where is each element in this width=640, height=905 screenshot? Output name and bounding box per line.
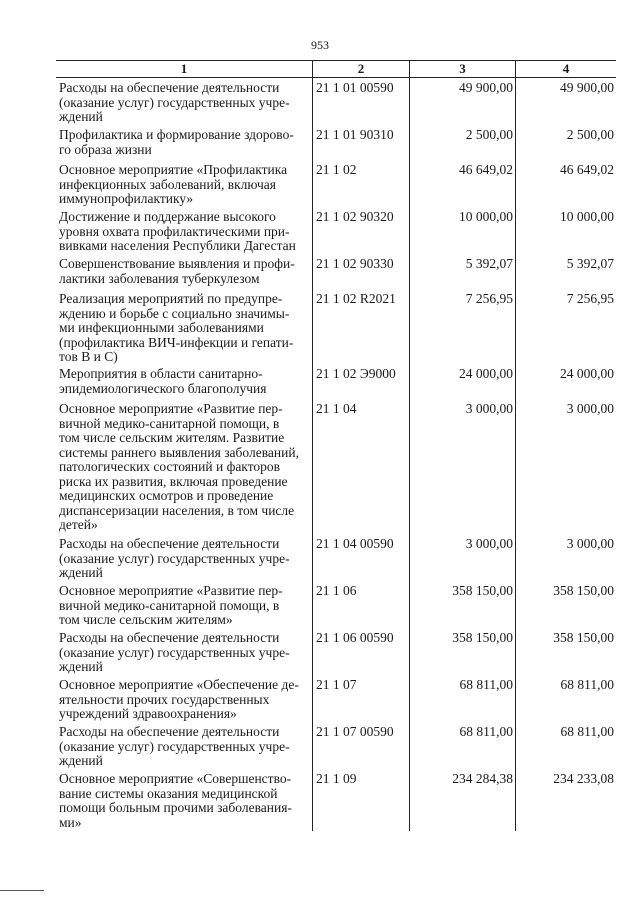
table-row xyxy=(56,207,616,254)
row-amount-col3-cell: 68 811,00 xyxy=(409,675,515,722)
row-code-cell: 21 1 02 90330 xyxy=(312,254,409,289)
row-name-line: ждений xyxy=(59,565,103,580)
row-name-line: риска их развития, включая проведение xyxy=(59,473,288,489)
table-row xyxy=(56,675,616,722)
row-code-cell: 21 1 02 Э9000 xyxy=(312,364,409,399)
row-name-cell xyxy=(56,289,312,364)
table-row xyxy=(56,125,616,160)
row-name-line: вивками населения Республики Дагестан xyxy=(59,238,296,253)
page-number: 953 xyxy=(311,38,329,52)
row-amount-col3-cell: 234 284,38 xyxy=(409,769,515,831)
row-code-cell: 21 1 02 xyxy=(312,160,409,207)
row-name-line: помощи больным прочими заболевания- xyxy=(59,800,292,815)
row-amount-col3-cell: 68 811,00 xyxy=(409,722,515,769)
table-header-row xyxy=(56,60,616,78)
row-amount-col3-cell: 3 000,00 xyxy=(409,399,515,534)
row-amount-col3-cell: 5 392,07 xyxy=(409,254,515,289)
row-name-cell xyxy=(56,675,312,722)
row-name-line: Достижение и поддержание высокого xyxy=(59,209,276,224)
row-code-cell: 21 1 06 00590 xyxy=(312,628,409,675)
row-code-cell: 21 1 02 R2021 xyxy=(312,289,409,364)
column-header-3: 3 xyxy=(409,61,515,77)
row-name-line: детей» xyxy=(59,517,98,532)
row-name-line: диспансеризации населения, в том числе xyxy=(59,502,295,518)
row-amount-col3-cell: 358 150,00 xyxy=(409,628,515,675)
row-name-line: лактики заболевания туберкулезом xyxy=(59,270,260,286)
column-header-4: 4 xyxy=(515,61,616,77)
row-amount-col4-cell: 68 811,00 xyxy=(515,675,616,722)
table-row xyxy=(56,769,616,831)
column-header-1: 1 xyxy=(180,61,188,76)
row-code-cell: 21 1 09 xyxy=(312,769,409,831)
row-name-line: го образа жизни xyxy=(59,141,152,157)
table-row xyxy=(56,628,616,675)
row-name-line: ми» xyxy=(59,814,82,830)
row-name-line: Расходы на обеспечение деятельности xyxy=(59,536,280,551)
row-name-line: (профилактика ВИЧ-инфекции и гепати- xyxy=(59,334,294,350)
row-name-line: ждений xyxy=(59,659,103,674)
row-name-line: Профилактика и формирование здорово- xyxy=(59,127,294,142)
table-row xyxy=(56,78,616,125)
row-name-line: ждению и борьбе с социально значимы- xyxy=(59,305,290,321)
row-name-line: (оказание услуг) государственных учре- xyxy=(59,738,290,754)
row-name-cell xyxy=(56,125,312,160)
row-name-line: вичной медико-санитарной помощи, в xyxy=(59,415,280,431)
row-name-line: ми инфекционными заболеваниями xyxy=(59,320,264,335)
table-row xyxy=(56,160,616,207)
row-name-cell xyxy=(56,534,312,581)
row-amount-col4-cell: 10 000,00 xyxy=(515,207,616,254)
row-name-line: уровня охвата профилактическими при- xyxy=(59,223,290,239)
row-amount-col4-cell: 5 392,07 xyxy=(515,254,616,289)
row-amount-col4-cell: 46 649,02 xyxy=(515,160,616,207)
table-row xyxy=(56,399,616,534)
scan-edge-mark xyxy=(0,890,44,891)
row-name-cell xyxy=(56,207,312,254)
row-name-cell xyxy=(56,628,312,675)
row-amount-col4-cell: 24 000,00 xyxy=(515,364,616,399)
row-name-cell xyxy=(56,364,312,399)
table-row xyxy=(56,722,616,769)
table-row xyxy=(56,581,616,628)
row-name-line: вичной медико-санитарной помощи, в xyxy=(59,597,280,613)
row-code-cell: 21 1 02 90320 xyxy=(312,207,409,254)
row-name-line: ждений xyxy=(59,753,103,768)
row-name-line: том числе сельским жителям» xyxy=(59,612,233,627)
row-code-cell: 21 1 04 00590 xyxy=(312,534,409,581)
row-amount-col4-cell: 358 150,00 xyxy=(515,628,616,675)
table-row xyxy=(56,364,616,399)
row-name-line: Основное мероприятие «Развитие пер- xyxy=(59,583,283,598)
row-name-line: ятельности прочих государственных xyxy=(59,691,270,707)
row-amount-col3-cell: 7 256,95 xyxy=(409,289,515,364)
row-name-line: Мероприятия в области санитарно- xyxy=(59,366,263,381)
row-amount-col3-cell: 49 900,00 xyxy=(409,78,515,125)
row-amount-col4-cell: 2 500,00 xyxy=(515,125,616,160)
row-name-line: (оказание услуг) государственных учре- xyxy=(59,94,290,110)
row-name-cell xyxy=(56,581,312,628)
row-name-line: Реализация мероприятий по предупре- xyxy=(59,291,283,306)
row-name-line: (оказание услуг) государственных учре- xyxy=(59,644,290,660)
row-name-cell xyxy=(56,399,312,534)
row-name-line: учреждений здравоохранения» xyxy=(59,706,237,721)
row-name-line: (оказание услуг) государственных учре- xyxy=(59,550,290,566)
row-name-cell xyxy=(56,78,312,125)
row-name-line: инфекционных заболеваний, включая xyxy=(59,176,276,192)
column-header-2: 2 xyxy=(312,61,409,77)
row-amount-col3-cell: 46 649,02 xyxy=(409,160,515,207)
row-amount-col3-cell: 2 500,00 xyxy=(409,125,515,160)
row-code-cell: 21 1 01 00590 xyxy=(312,78,409,125)
row-name-line: Совершенствование выявления и профи- xyxy=(59,256,295,271)
row-amount-col3-cell: 10 000,00 xyxy=(409,207,515,254)
row-name-cell xyxy=(56,722,312,769)
row-name-line: Расходы на обеспечение деятельности xyxy=(59,724,280,739)
row-name-line: иммунопрофилактику» xyxy=(59,191,194,206)
row-code-cell: 21 1 04 xyxy=(312,399,409,534)
row-code-cell: 21 1 07 00590 xyxy=(312,722,409,769)
row-name-line: Расходы на обеспечение деятельности xyxy=(59,630,280,645)
row-name-cell xyxy=(56,769,312,831)
table-body xyxy=(56,78,616,831)
row-name-line: Основное мероприятие «Развитие пер- xyxy=(59,401,283,416)
row-code-cell: 21 1 07 xyxy=(312,675,409,722)
row-name-line: Расходы на обеспечение деятельности xyxy=(59,80,280,95)
table-row xyxy=(56,254,616,289)
row-name-cell xyxy=(56,254,312,289)
row-amount-col4-cell: 49 900,00 xyxy=(515,78,616,125)
row-name-line: медицинских осмотров и проведение xyxy=(59,488,274,503)
row-name-line: ждений xyxy=(59,109,103,124)
row-amount-col4-cell: 3 000,00 xyxy=(515,534,616,581)
row-amount-col3-cell: 3 000,00 xyxy=(409,534,515,581)
row-code-cell: 21 1 06 xyxy=(312,581,409,628)
row-amount-col3-cell: 358 150,00 xyxy=(409,581,515,628)
row-name-line: тов В и С) xyxy=(59,349,118,364)
row-amount-col4-cell: 68 811,00 xyxy=(515,722,616,769)
row-name-line: Основное мероприятие «Профилактика xyxy=(59,162,288,177)
row-amount-col4-cell: 358 150,00 xyxy=(515,581,616,628)
budget-table xyxy=(56,60,616,831)
row-name-line: системы раннего выявления заболеваний, xyxy=(59,444,299,460)
row-name-line: эпидемиологического благополучия xyxy=(59,380,267,396)
row-name-line: патологических состояний и факторов xyxy=(59,459,281,474)
row-amount-col4-cell: 7 256,95 xyxy=(515,289,616,364)
table-row xyxy=(56,534,616,581)
row-name-line: вание системы оказания медицинской xyxy=(59,785,278,801)
row-name-line: Основное мероприятие «Обеспечение де- xyxy=(59,677,299,692)
table-row xyxy=(56,289,616,364)
row-code-cell: 21 1 01 90310 xyxy=(312,125,409,160)
row-name-line: Основное мероприятие «Совершенство- xyxy=(59,771,292,786)
row-name-line: том числе сельским жителям. Развитие xyxy=(59,430,285,445)
row-amount-col3-cell: 24 000,00 xyxy=(409,364,515,399)
row-amount-col4-cell: 3 000,00 xyxy=(515,399,616,534)
row-amount-col4-cell: 234 233,08 xyxy=(515,769,616,831)
row-name-cell xyxy=(56,160,312,207)
